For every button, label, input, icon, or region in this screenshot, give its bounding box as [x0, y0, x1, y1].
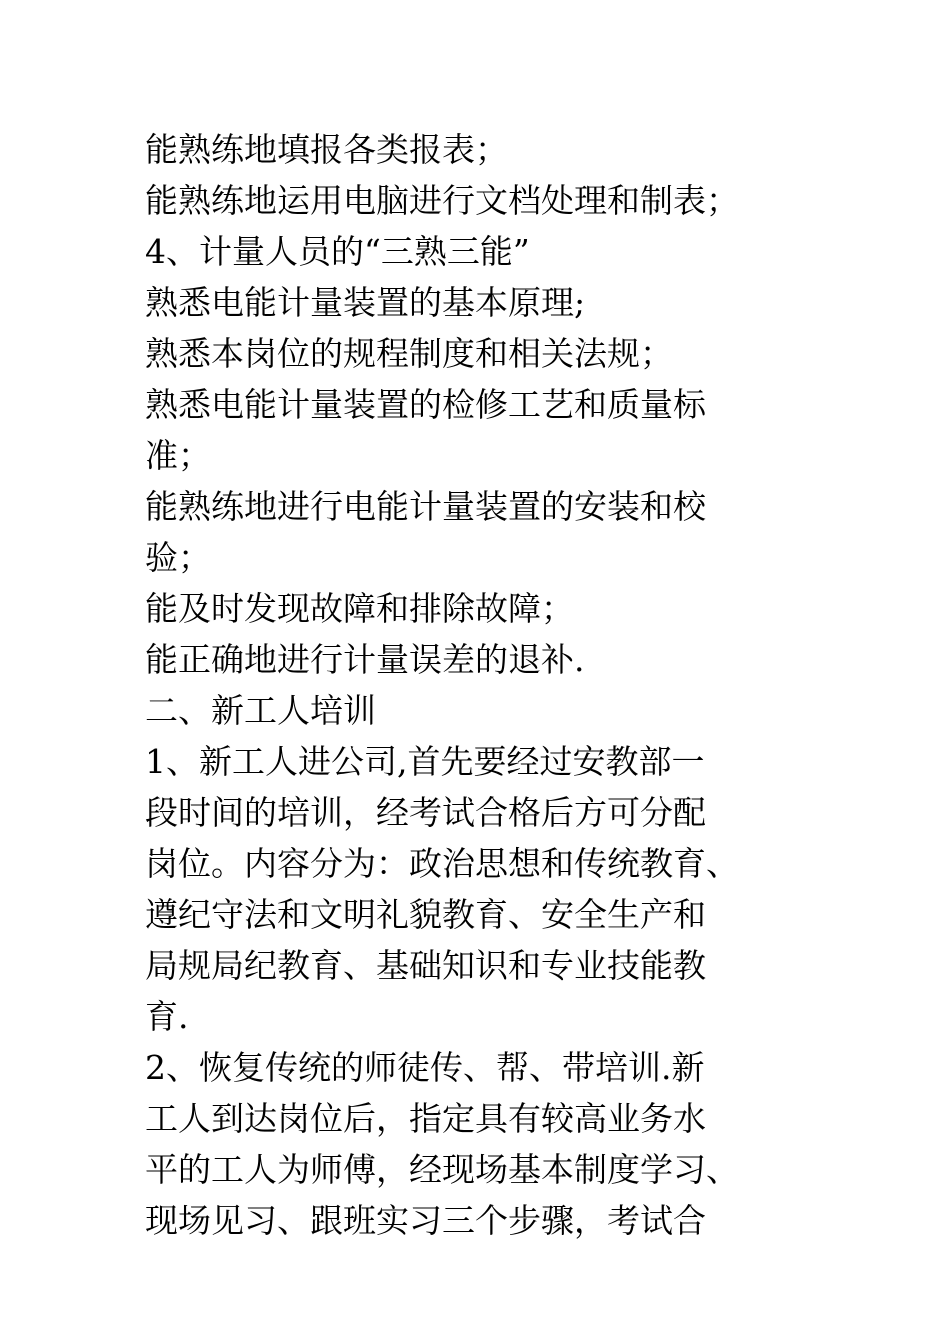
text-line: 平的工人为师傅，经现场基本制度学习、	[145, 1150, 739, 1189]
document-body	[145, 124, 825, 1246]
section-heading: 二、新工人培训	[145, 691, 376, 730]
text-line: 准；	[145, 436, 211, 475]
text-line: 熟悉电能计量装置的基本原理;	[145, 283, 586, 322]
text-line: 局规局纪教育、基础知识和专业技能教	[145, 946, 706, 985]
text-line: 段时间的培训，经考试合格后方可分配	[145, 793, 706, 832]
text-line: 能及时发现故障和排除故障；	[145, 589, 574, 628]
section-heading: 4、计量人员的“三熟三能”	[145, 232, 530, 271]
text-line: 能熟练地运用电脑进行文档处理和制表；	[145, 181, 739, 220]
text-line: 熟悉电能计量装置的检修工艺和质量标	[145, 385, 706, 424]
text-line: 能熟练地进行电能计量装置的安装和校	[145, 487, 706, 526]
text-line: 遵纪守法和文明礼貌教育、安全生产和	[145, 895, 706, 934]
text-line: 工人到达岗位后，指定具有较高业务水	[145, 1099, 706, 1138]
text-line: 能熟练地填报各类报表；	[145, 130, 508, 169]
text-line: 岗位。内容分为：政治思想和传统教育、	[145, 844, 739, 883]
text-line: 熟悉本岗位的规程制度和相关法规；	[145, 334, 673, 373]
text-line: 育.	[145, 997, 189, 1036]
text-line: 2、恢复传统的师徒传、帮、带培训.新	[145, 1048, 705, 1087]
text-line: 1、新工人进公司,首先要经过安教部一	[145, 742, 705, 781]
text-line: 验；	[145, 538, 211, 577]
text-line: 现场见习、跟班实习三个步骤，考试合	[145, 1201, 706, 1240]
text-line: 能正确地进行计量误差的退补.	[145, 640, 585, 679]
